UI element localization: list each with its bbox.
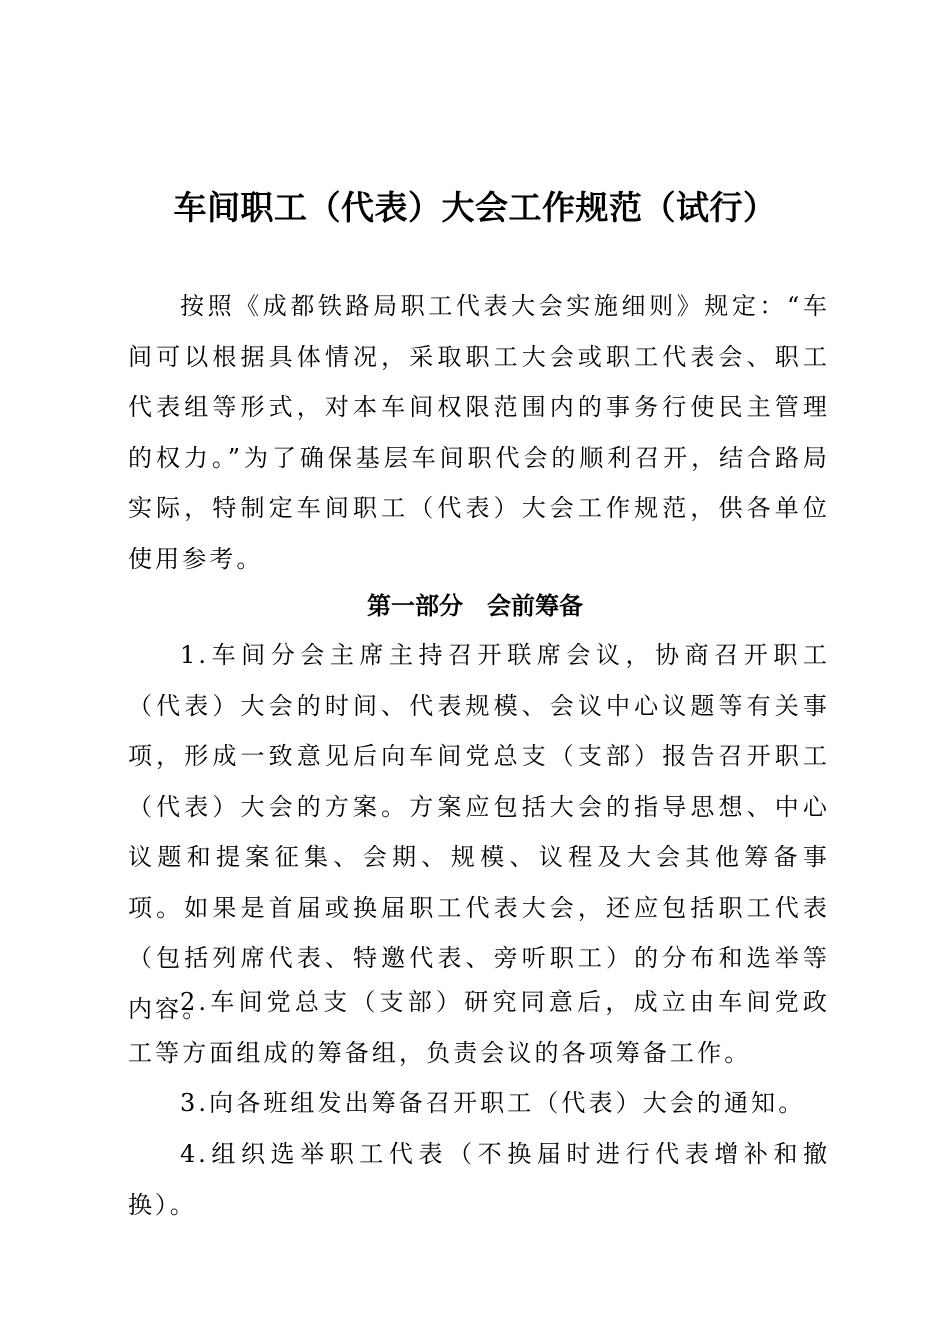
list-item: 3.向各班组发出筹备召开职工（代表）大会的通知。 (180, 1089, 806, 1117)
intro-paragraph: 按照《成都铁路局职工代表大会实施细则》规定：“车间可以根据具体情况，采取职工大会或职工代表会、职工代表组等形式，对本车间权限范围内的事务行使民主管理的权力。”为了确保基层车间职代会的顺利召开，结合路局实际，特制定车间职工（代表）大会工作规范，供各单位使用参考。 (128, 292, 830, 573)
list-item: 1.车间分会主席主持召开联席会议，协商召开职工（代表）大会的时间、代表规模、会议中心议题等有关事项，形成一致意见后向车间党总支（支部）报告召开职工（代表）大会的方案。方案应包括大会的指导思想、中心议题和提案征集、会期、规模、议程及大会其他筹备事项。如果是首届或换届职工代表大会，还应包括职工代表（包括列席代表、特邀代表、旁听职工）的分布和选举等内容。 (128, 641, 830, 1023)
document-title: 车间职工（代表）大会工作规范（试行） (173, 188, 777, 227)
list-item: 4.组织选举职工代表（不换届时进行代表增补和撤换）。 (128, 1140, 830, 1219)
section-heading: 第一部分 会前筹备 (367, 592, 583, 620)
list-item: 2.车间党总支（支部）研究同意后，成立由车间党政工等方面组成的筹备组，负责会议的各项筹备工作。 (128, 988, 830, 1067)
